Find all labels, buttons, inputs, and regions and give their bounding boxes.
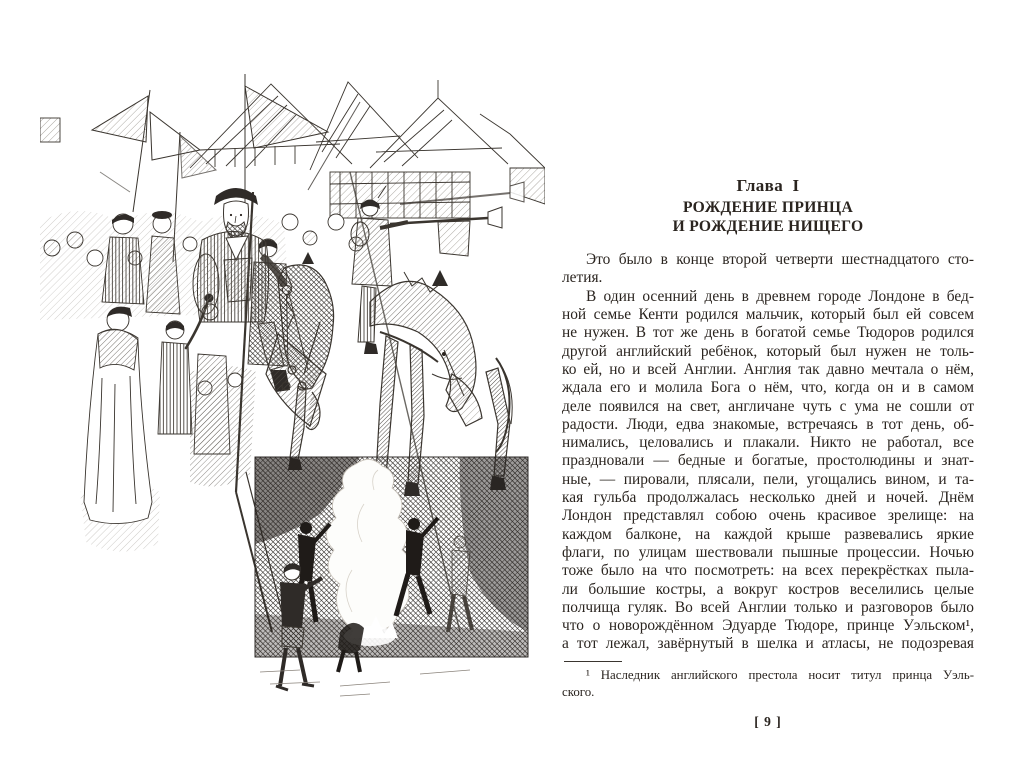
text-line: летия. [562,269,603,287]
body-text [562,251,974,654]
text-line: В один осенний день в древнем городе Лондоне в бед- [586,287,974,305]
text-line: ной семье Кенти родился мальчик, который был ей совсем [562,306,974,324]
text-line: ждала его и молила Бога о нём, что, когда он и в самом [562,379,974,397]
chapter-title-line2: И РОЖДЕНИЕ НИЩЕГО [672,217,864,235]
footnote-separator [564,661,622,662]
chapter-title [562,199,974,236]
footnote-line: ского. [562,685,595,700]
text-line: Это было в конце второй четверти шестнадцатого сто- [586,251,974,269]
chapter-label: Глава I [736,176,800,195]
text-line: нимались, целовались и плакали. Никто не работал, все [562,434,974,452]
text-line: другой английский ребёнок, который был нужен не толь- [562,342,974,360]
text-line: а тот лежал, завёрнутый в шелка и атласы, не подозревая [562,635,974,653]
text-line: ко ей, но и всей Англии. Англия так давно мечтала о нём, [562,360,974,378]
text-line: полчища гуляк. Во всей Англии только и разговоров было [562,598,974,616]
text-line: не нужен. В тот же день в богатой семье Тюдоров родился [562,324,974,342]
footnote-line: ¹ Наследник английского престола носит титул принца Уэль- [586,667,974,682]
text-line: ли большие костры, а вокруг костров веселились целые [562,580,974,598]
text-line: что о новорождённом Эдуарде Тюдоре, принце Уэльском¹, [562,617,974,635]
page-number: [ 9 ] [754,713,782,729]
text-line: кая гульба продолжалась несколько дней и ночей. Днём [562,489,974,507]
footnote [562,667,974,702]
text-line: каждом балконе, на каждой крыше развевались яркие [562,525,974,543]
text-line: Лондон представлял собою очень красивое зрелище: на [562,507,974,525]
text-line: праздновали — бедные и богатые, простолюдины и знат- [562,452,974,470]
text-line: тоже было на что посмотреть: на всех перекрёстках пыла- [562,562,974,580]
text-line: ные, — пировали, плясали, пели, угощались вином, и та- [562,470,974,488]
ground-strokes [260,670,470,696]
page-text-column [562,176,974,730]
book-illustration [40,72,545,744]
chapter-title-line1: РОЖДЕНИЕ ПРИНЦА [682,199,854,216]
text-line: радости. Люди, едва знакомые, встречаясь в тот день, об- [562,415,974,433]
text-line: деле появился на свет, англичане чуть с ума не сошли от [562,397,974,415]
text-line: флаги, по улицам шествовали пышные процессии. Ночью [562,543,974,561]
